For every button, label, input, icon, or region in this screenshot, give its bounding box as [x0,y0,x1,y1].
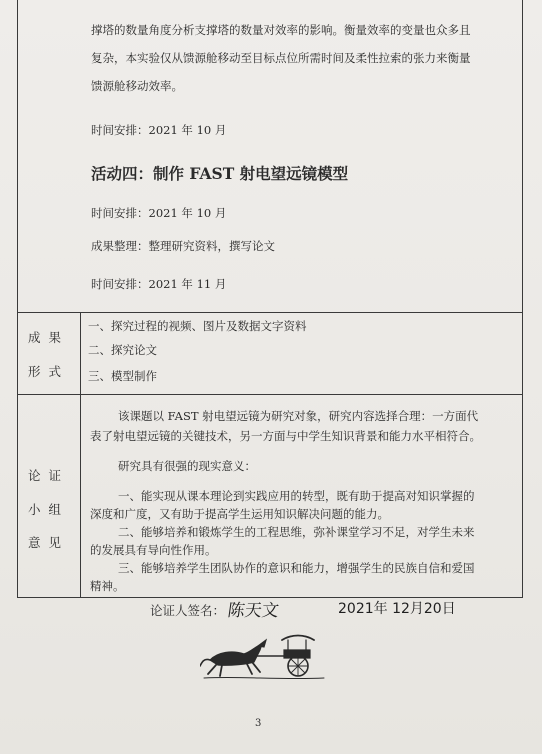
opinion-label: 小 组 [28,502,63,517]
time-schedule: 时间安排：2021 年 11 月 [91,277,227,291]
opinion-text-line: 三、能够培养学生团队协作的意识和能力，增强学生的民族自信和爱国 [118,561,475,575]
row-divider [18,312,522,313]
results-item: 二、探究论文 [88,343,157,357]
results-form-label: 形 式 [28,364,63,379]
opinion-text-line: 的发展具有导向性作用。 [90,543,217,557]
plan-text-line: 撑塔的数量角度分析支撑塔的数量对效率的影响。衡量效率的变量也众多且 [91,23,471,37]
plan-text-line: 复杂，本实验仅从馈源舱移动至目标点位所需时间及柔性拉索的张力来衡量 [91,51,471,65]
horse-chariot-emblem-icon [200,632,330,682]
opinion-text-line: 该课题以 FAST 射电望远镜为研究对象，研究内容选择合理：一方面代 [118,409,479,423]
opinion-label: 论 证 [28,468,63,483]
opinion-text-line: 表了射电望远镜的关键技术，另一方面与中学生知识背景和能力水平相符合。 [90,429,481,443]
form-table [17,0,523,598]
opinion-text-line: 精神。 [90,579,125,593]
label-column-divider [80,312,81,597]
results-item: 三、模型制作 [88,369,157,383]
opinion-text-line: 深度和广度，又有助于提高学生运用知识解决问题的能力。 [90,507,389,521]
plan-text-line: 馈源舱移动效率。 [91,79,183,93]
activity-heading: 活动四：制作 FAST 射电望远镜模型 [91,164,349,183]
signature-label: 论证人签名： [150,603,226,618]
row-divider [18,394,522,395]
opinion-text-line: 二、能够培养和锻炼学生的工程思维，弥补课堂学习不足，对学生未来 [118,525,475,539]
opinion-label: 意 见 [28,535,63,550]
opinion-text-line: 一、能实现从课本理论到实践应用的转型，既有助于提高对知识掌握的 [118,489,475,503]
results-item: 一、探究过程的视频、图片及数据文字资料 [88,319,307,333]
time-schedule: 时间安排：2021 年 10 月 [91,123,227,137]
page-number: 3 [255,718,262,729]
time-schedule: 时间安排：2021 年 10 月 [91,206,227,220]
opinion-text-line: 研究具有很强的现实意义： [118,459,256,473]
results-arrangement: 成果整理：整理研究资料，撰写论文 [91,239,275,253]
handwritten-signature: 陈天文 [226,601,281,621]
handwritten-date: 2021年 12月20日 [338,601,456,617]
results-form-label: 成 果 [28,330,63,345]
